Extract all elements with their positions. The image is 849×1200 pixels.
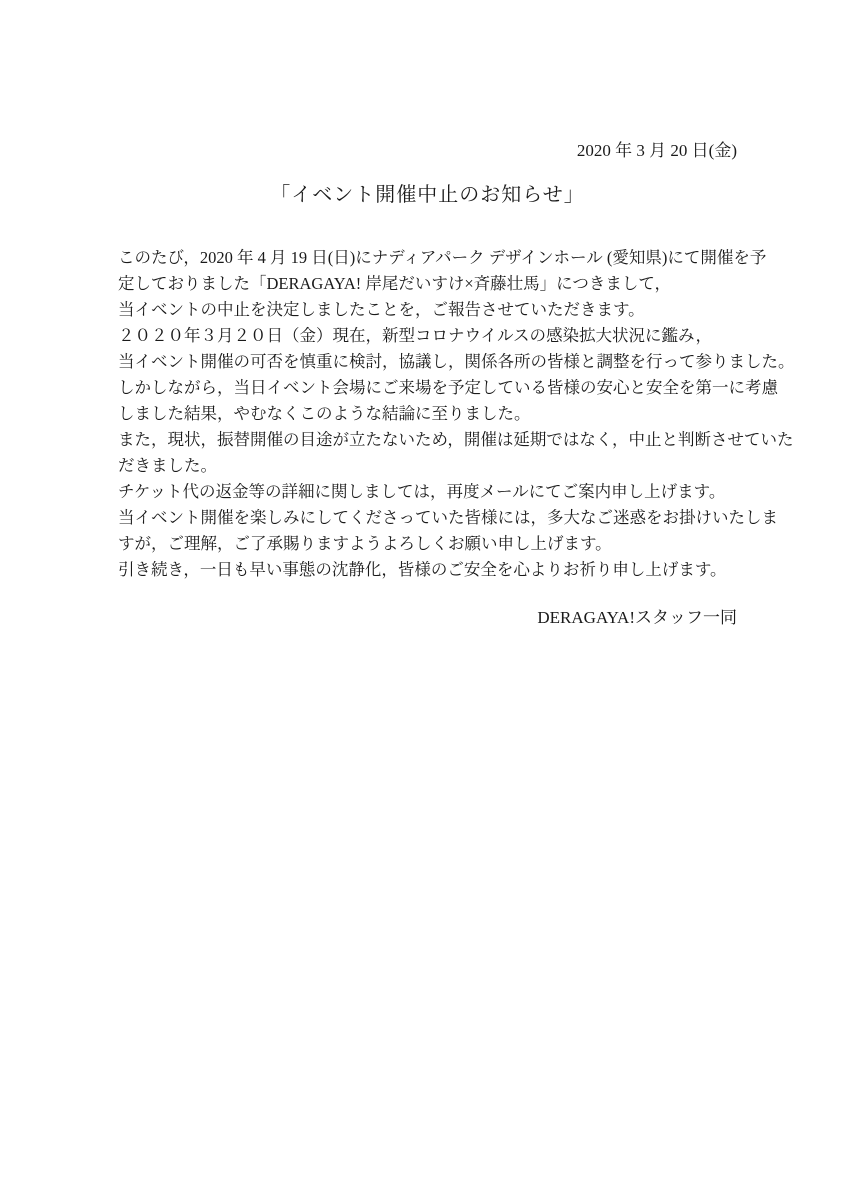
document-body	[118, 245, 795, 583]
document-date: 2020 年 3 月 20 日(金)	[576, 141, 737, 160]
body-line: 定しておりました「DERAGAYA! 岸尾だいすけ×斉藤壮馬」につきまして，	[118, 274, 672, 293]
body-line: すが，ご理解，ご了承賜りますようよろしくお願い申し上げます。	[118, 534, 612, 553]
body-line: このたび，2020 年 4 月 19 日(日)にナディアパーク デザインホール (愛知県)にて開催を予	[118, 248, 767, 267]
body-line: チケット代の返金等の詳細に関しましては，再度メールにてご案内申し上げます。	[118, 482, 726, 501]
body-line: また，現状，振替開催の目途が立たないため，開催は延期ではなく，中止と判断させていた	[118, 430, 794, 449]
page-title: 「イベント開催中止のお知らせ」	[270, 184, 585, 206]
body-line: しました結果，やむなくこのような結論に至りました。	[118, 404, 531, 423]
body-line: 当イベント開催の可否を慎重に検討，協議し，関係各所の皆様と調整を行って参りました。	[118, 352, 795, 371]
body-line: 当イベント開催を楽しみにしてくださっていた皆様には，多大なご迷惑をお掛けいたしま	[118, 508, 778, 527]
body-line: ２０２０年３月２０日（金）現在，新型コロナウイルスの感染拡大状況に鑑み，	[118, 326, 712, 345]
body-line: だきました。	[118, 456, 217, 475]
body-line: 当イベントの中止を決定しましたことを，ご報告させていただきます。	[118, 300, 645, 319]
body-line: しかしながら，当日イベント会場にご来場を予定している皆様の安心と安全を第一に考慮	[118, 378, 778, 397]
document-signature: DERAGAYA!スタッフ一同	[537, 608, 737, 627]
body-line: 引き続き，一日も早い事態の沈静化，皆様のご安全を心よりお祈り申し上げます。	[118, 560, 727, 579]
